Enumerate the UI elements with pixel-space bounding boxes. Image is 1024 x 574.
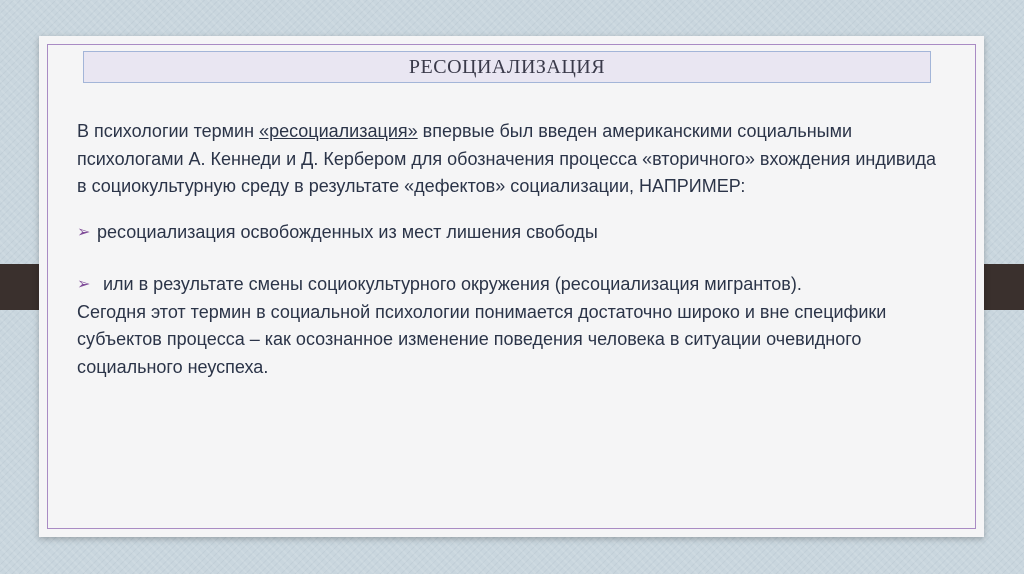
bullet-item bbox=[77, 271, 937, 299]
conclusion-paragraph: Сегодня этот термин в социальной психологии понимается достаточно широко и вне специфики субъектов процесса – как осознанное изменение поведения человека в ситуации очевидного социального неуспеха. bbox=[77, 301, 887, 377]
intro-after: впервые был введен американскими социальными психологами А. Кеннеди и Д. Кербером для обозначения процесса «вторичного» вхождения индивида в социокультурную среду в результате «дефектов» социализации, НАПРИМЕР: bbox=[77, 121, 937, 196]
bullet-item bbox=[77, 219, 937, 247]
purple-chevron-bullet-icon: ➢ bbox=[77, 276, 91, 293]
slide-content bbox=[77, 118, 937, 381]
intro-before: В психологии термин bbox=[77, 121, 260, 141]
title-bar bbox=[83, 51, 931, 83]
purple-chevron-bullet-icon: ➢ bbox=[77, 223, 91, 241]
slide bbox=[39, 36, 984, 537]
slide-title: РЕСОЦИАЛИЗАЦИЯ bbox=[408, 55, 606, 78]
bullet-text: ресоциализация освобожденных из мест лишения свободы bbox=[97, 221, 598, 242]
intro-term: «ресоциализация» bbox=[259, 121, 418, 141]
bullet-text: или в результате смены социокультурного окружения (ресоциализация мигрантов). bbox=[103, 274, 802, 294]
intro-paragraph bbox=[77, 118, 937, 201]
